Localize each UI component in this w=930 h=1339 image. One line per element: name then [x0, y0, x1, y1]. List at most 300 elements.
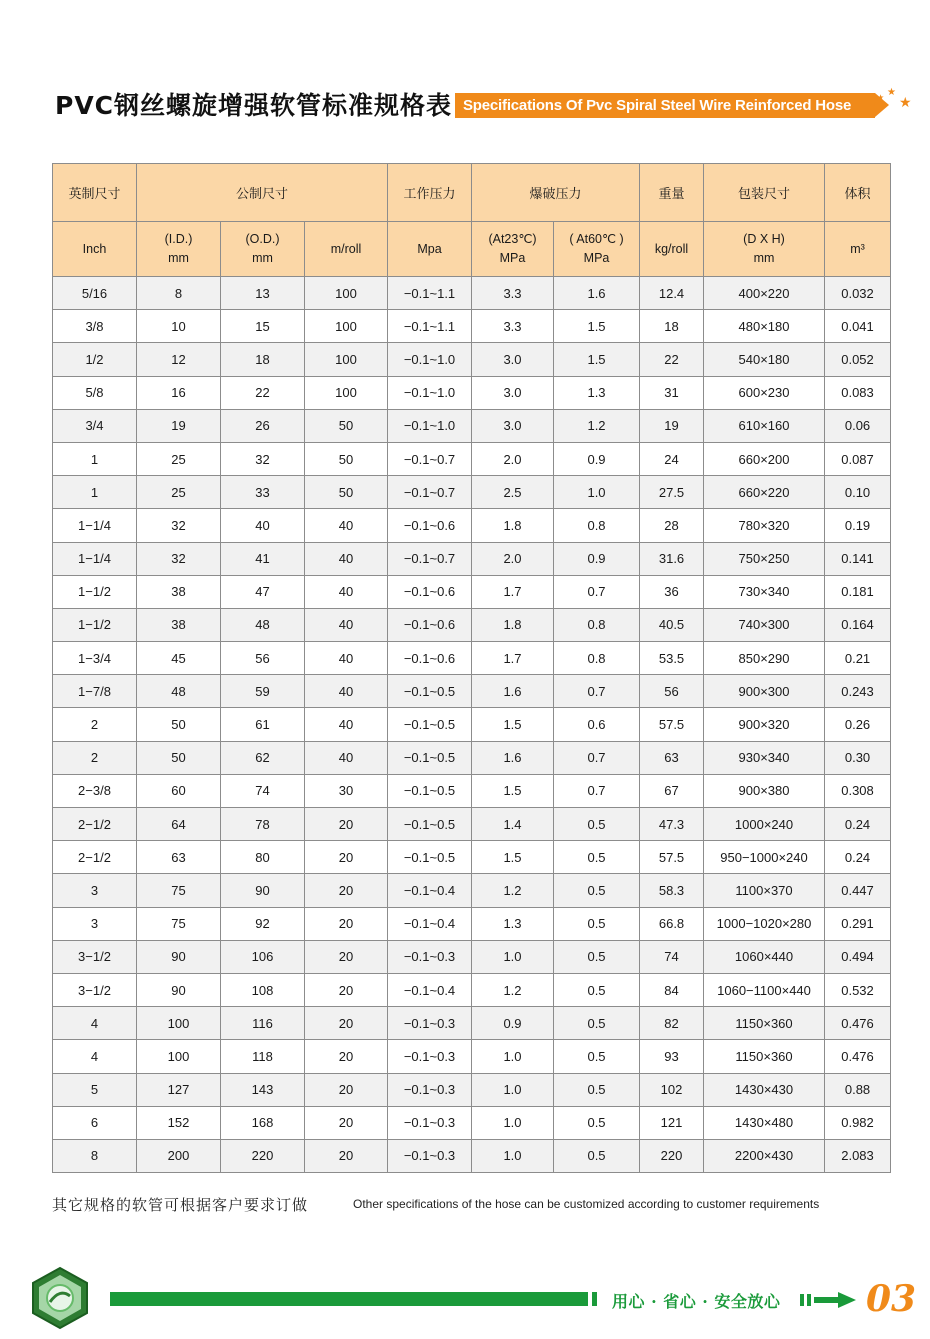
cell-inch: 2 [53, 741, 137, 774]
cell-work-pressure: −0.1~0.7 [388, 542, 472, 575]
cell-work-pressure: −0.1~0.5 [388, 808, 472, 841]
cell-id: 63 [137, 841, 221, 874]
cell-burst-23: 1.4 [472, 808, 554, 841]
cell-burst-60: 0.8 [554, 608, 640, 641]
table-row [53, 642, 891, 675]
cell-weight: 27.5 [640, 476, 704, 509]
cell-burst-60: 0.7 [554, 575, 640, 608]
cell-package: 1150×360 [704, 1040, 825, 1073]
cell-od: 61 [221, 708, 305, 741]
page-footer [0, 1262, 930, 1339]
cell-inch: 6 [53, 1106, 137, 1139]
cell-id: 100 [137, 1040, 221, 1073]
cell-volume: 0.476 [825, 1007, 891, 1040]
cell-burst-23: 1.2 [472, 973, 554, 1006]
cell-burst-23: 1.0 [472, 1073, 554, 1106]
cell-work-pressure: −0.1~0.3 [388, 1106, 472, 1139]
cell-weight: 31.6 [640, 542, 704, 575]
header-work-pressure: 工作压力 [388, 164, 472, 222]
cell-burst-23: 1.5 [472, 774, 554, 807]
cell-burst-60: 0.5 [554, 808, 640, 841]
cell-volume: 0.24 [825, 808, 891, 841]
cell-volume: 0.494 [825, 940, 891, 973]
cell-burst-23: 3.3 [472, 310, 554, 343]
cell-weight: 36 [640, 575, 704, 608]
cell-inch: 1−7/8 [53, 675, 137, 708]
table-row [53, 542, 891, 575]
cell-weight: 63 [640, 741, 704, 774]
cell-weight: 67 [640, 774, 704, 807]
header-inch-group: 英制尺寸 [53, 164, 137, 222]
cell-id: 200 [137, 1139, 221, 1172]
table-row [53, 509, 891, 542]
cell-burst-60: 0.9 [554, 542, 640, 575]
cell-roll: 100 [305, 310, 388, 343]
cell-burst-23: 1.6 [472, 675, 554, 708]
cell-package: 480×180 [704, 310, 825, 343]
table-row [53, 808, 891, 841]
cell-weight: 28 [640, 509, 704, 542]
cell-roll: 50 [305, 476, 388, 509]
cell-volume: 0.532 [825, 973, 891, 1006]
cell-roll: 50 [305, 442, 388, 475]
cell-package: 930×340 [704, 741, 825, 774]
table-body [53, 277, 891, 1173]
cell-inch: 2 [53, 708, 137, 741]
cell-burst-23: 1.0 [472, 1040, 554, 1073]
cell-burst-23: 1.5 [472, 841, 554, 874]
cell-inch: 2−3/8 [53, 774, 137, 807]
cell-weight: 58.3 [640, 874, 704, 907]
cell-work-pressure: −0.1~0.4 [388, 874, 472, 907]
page-header [55, 86, 915, 122]
header-od-unit: mm [252, 251, 273, 265]
cell-id: 100 [137, 1007, 221, 1040]
footer-green-bar-end [592, 1292, 597, 1306]
cell-weight: 12.4 [640, 277, 704, 310]
cell-work-pressure: −0.1~0.3 [388, 1073, 472, 1106]
cell-work-pressure: −0.1~1.0 [388, 376, 472, 409]
page-number: 03 [866, 1278, 917, 1320]
cell-burst-60: 0.7 [554, 675, 640, 708]
cell-burst-60: 1.6 [554, 277, 640, 310]
cell-burst-23: 1.7 [472, 575, 554, 608]
cell-id: 8 [137, 277, 221, 310]
cell-roll: 20 [305, 1106, 388, 1139]
cell-od: 22 [221, 376, 305, 409]
cell-weight: 57.5 [640, 841, 704, 874]
cell-volume: 0.21 [825, 642, 891, 675]
cell-burst-23: 0.9 [472, 1007, 554, 1040]
cell-inch: 5/8 [53, 376, 137, 409]
footer-slogan: 用心 · 省心 · 安全放心 [612, 1292, 781, 1311]
cell-burst-60: 0.7 [554, 741, 640, 774]
cell-package: 1060−1100×440 [704, 973, 825, 1006]
cell-work-pressure: −0.1~1.0 [388, 409, 472, 442]
cell-id: 38 [137, 575, 221, 608]
table-row [53, 442, 891, 475]
cell-weight: 66.8 [640, 907, 704, 940]
cell-work-pressure: −0.1~0.7 [388, 476, 472, 509]
cell-roll: 40 [305, 675, 388, 708]
cell-od: 13 [221, 277, 305, 310]
cell-burst-60: 0.7 [554, 774, 640, 807]
spec-table [52, 163, 891, 1173]
cell-volume: 0.141 [825, 542, 891, 575]
cell-weight: 121 [640, 1106, 704, 1139]
cell-volume: 0.164 [825, 608, 891, 641]
header-dxh [704, 222, 825, 277]
cell-id: 90 [137, 973, 221, 1006]
table-row [53, 708, 891, 741]
table-row [53, 575, 891, 608]
cell-roll: 20 [305, 940, 388, 973]
arrow-right-icon [800, 1292, 860, 1308]
cell-od: 80 [221, 841, 305, 874]
cell-od: 33 [221, 476, 305, 509]
cell-weight: 22 [640, 343, 704, 376]
header-package: 包装尺寸 [704, 164, 825, 222]
cell-od: 56 [221, 642, 305, 675]
cell-weight: 40.5 [640, 608, 704, 641]
cell-roll: 20 [305, 907, 388, 940]
table-row [53, 1007, 891, 1040]
cell-burst-60: 0.5 [554, 1073, 640, 1106]
cell-work-pressure: −0.1~1.1 [388, 277, 472, 310]
cell-package: 2200×430 [704, 1139, 825, 1172]
cell-volume: 0.083 [825, 376, 891, 409]
custom-note [52, 1194, 892, 1216]
table-row [53, 1139, 891, 1172]
cell-volume: 0.88 [825, 1073, 891, 1106]
custom-note-cn: 其它规格的软管可根据客户要求订做 [52, 1196, 309, 1214]
cell-id: 75 [137, 907, 221, 940]
cell-work-pressure: −0.1~1.0 [388, 343, 472, 376]
cell-volume: 0.982 [825, 1106, 891, 1139]
table-row [53, 476, 891, 509]
table-row [53, 343, 891, 376]
cell-weight: 57.5 [640, 708, 704, 741]
cell-burst-23: 2.5 [472, 476, 554, 509]
header-volume: 体积 [825, 164, 891, 222]
cell-inch: 1−1/2 [53, 608, 137, 641]
cell-od: 143 [221, 1073, 305, 1106]
cell-package: 740×300 [704, 608, 825, 641]
table-row [53, 973, 891, 1006]
cell-od: 41 [221, 542, 305, 575]
cell-id: 38 [137, 608, 221, 641]
cell-od: 92 [221, 907, 305, 940]
cell-weight: 19 [640, 409, 704, 442]
cell-roll: 20 [305, 1073, 388, 1106]
cell-id: 10 [137, 310, 221, 343]
cell-id: 45 [137, 642, 221, 675]
cell-burst-23: 2.0 [472, 442, 554, 475]
cell-burst-60: 0.5 [554, 841, 640, 874]
cell-volume: 0.308 [825, 774, 891, 807]
cell-package: 900×380 [704, 774, 825, 807]
cell-weight: 93 [640, 1040, 704, 1073]
cell-id: 12 [137, 343, 221, 376]
cell-burst-23: 2.0 [472, 542, 554, 575]
page-title-cn: PVC钢丝螺旋增强软管标准规格表 [55, 91, 453, 120]
cell-work-pressure: −0.1~0.3 [388, 1007, 472, 1040]
cell-inch: 4 [53, 1007, 137, 1040]
cell-od: 74 [221, 774, 305, 807]
table-row [53, 741, 891, 774]
cell-id: 25 [137, 476, 221, 509]
cell-package: 730×340 [704, 575, 825, 608]
cell-work-pressure: −0.1~0.6 [388, 642, 472, 675]
cell-id: 152 [137, 1106, 221, 1139]
cell-burst-60: 0.5 [554, 973, 640, 1006]
cell-roll: 20 [305, 874, 388, 907]
cell-burst-23: 3.0 [472, 409, 554, 442]
cell-roll: 40 [305, 575, 388, 608]
cell-roll: 100 [305, 376, 388, 409]
header-id-unit: mm [168, 251, 189, 265]
cell-roll: 20 [305, 808, 388, 841]
cell-weight: 53.5 [640, 642, 704, 675]
header-m3: m³ [825, 222, 891, 277]
cell-work-pressure: −0.1~0.4 [388, 907, 472, 940]
header-id-label: (I.D.) [164, 232, 193, 246]
cell-burst-60: 1.2 [554, 409, 640, 442]
table-row [53, 608, 891, 641]
cell-weight: 31 [640, 376, 704, 409]
cell-inch: 1/2 [53, 343, 137, 376]
cell-od: 108 [221, 973, 305, 1006]
cell-work-pressure: −0.1~0.7 [388, 442, 472, 475]
cell-package: 660×220 [704, 476, 825, 509]
cell-volume: 0.243 [825, 675, 891, 708]
cell-burst-60: 1.0 [554, 476, 640, 509]
cell-burst-60: 0.5 [554, 1139, 640, 1172]
cell-id: 90 [137, 940, 221, 973]
cell-inch: 3/4 [53, 409, 137, 442]
header-at60-unit: MPa [583, 251, 610, 265]
cell-inch: 8 [53, 1139, 137, 1172]
table-row [53, 841, 891, 874]
cell-burst-23: 3.0 [472, 376, 554, 409]
cell-od: 18 [221, 343, 305, 376]
stars-icon: ★ ★ ★ ★ [873, 87, 912, 111]
cell-weight: 56 [640, 675, 704, 708]
cell-od: 90 [221, 874, 305, 907]
cell-volume: 0.19 [825, 509, 891, 542]
cell-roll: 20 [305, 1139, 388, 1172]
table-row [53, 675, 891, 708]
cell-burst-60: 0.5 [554, 907, 640, 940]
cell-work-pressure: −0.1~0.6 [388, 509, 472, 542]
cell-roll: 40 [305, 542, 388, 575]
cell-roll: 20 [305, 973, 388, 1006]
cell-work-pressure: −0.1~0.6 [388, 575, 472, 608]
header-dxh-label: (D X H) [743, 232, 785, 246]
cell-weight: 84 [640, 973, 704, 1006]
cell-burst-23: 3.0 [472, 343, 554, 376]
cell-burst-60: 0.5 [554, 1040, 640, 1073]
cell-inch: 2−1/2 [53, 808, 137, 841]
custom-note-en: Other specifications of the hose can be customized according to customer requirements [353, 1197, 820, 1211]
cell-inch: 3 [53, 874, 137, 907]
cell-roll: 20 [305, 1007, 388, 1040]
header-kgroll: kg/roll [640, 222, 704, 277]
cell-id: 25 [137, 442, 221, 475]
cell-weight: 82 [640, 1007, 704, 1040]
header-burst-pressure: 爆破压力 [472, 164, 640, 222]
cell-inch: 3−1/2 [53, 940, 137, 973]
cell-od: 116 [221, 1007, 305, 1040]
cell-burst-23: 1.8 [472, 608, 554, 641]
cell-id: 75 [137, 874, 221, 907]
cell-package: 900×320 [704, 708, 825, 741]
cell-od: 15 [221, 310, 305, 343]
cell-burst-23: 1.8 [472, 509, 554, 542]
cell-burst-60: 0.5 [554, 940, 640, 973]
cell-burst-60: 0.6 [554, 708, 640, 741]
cell-id: 50 [137, 741, 221, 774]
cell-volume: 0.052 [825, 343, 891, 376]
cell-package: 750×250 [704, 542, 825, 575]
footer-green-bar [110, 1292, 588, 1306]
cell-id: 60 [137, 774, 221, 807]
cell-roll: 40 [305, 708, 388, 741]
header-inch: Inch [53, 222, 137, 277]
cell-work-pressure: −0.1~0.5 [388, 675, 472, 708]
cell-inch: 1−1/4 [53, 542, 137, 575]
cell-package: 1100×370 [704, 874, 825, 907]
header-metric-group: 公制尺寸 [137, 164, 388, 222]
cell-package: 540×180 [704, 343, 825, 376]
header-at23-unit: MPa [499, 251, 526, 265]
cell-burst-60: 1.5 [554, 343, 640, 376]
header-id [137, 222, 221, 277]
header-mpa: Mpa [388, 222, 472, 277]
cell-burst-23: 1.5 [472, 708, 554, 741]
cell-inch: 5 [53, 1073, 137, 1106]
cell-od: 47 [221, 575, 305, 608]
table-row [53, 940, 891, 973]
cell-id: 50 [137, 708, 221, 741]
cell-package: 600×230 [704, 376, 825, 409]
cell-package: 610×160 [704, 409, 825, 442]
cell-inch: 1 [53, 476, 137, 509]
cell-burst-60: 1.5 [554, 310, 640, 343]
cell-od: 26 [221, 409, 305, 442]
cell-roll: 20 [305, 841, 388, 874]
table-row [53, 1073, 891, 1106]
cell-package: 900×300 [704, 675, 825, 708]
cell-inch: 1−1/2 [53, 575, 137, 608]
header-weight: 重量 [640, 164, 704, 222]
cell-work-pressure: −0.1~0.3 [388, 1040, 472, 1073]
cell-burst-23: 3.3 [472, 277, 554, 310]
cell-package: 780×320 [704, 509, 825, 542]
cell-roll: 100 [305, 277, 388, 310]
header-od-label: (O.D.) [245, 232, 280, 246]
cell-package: 1060×440 [704, 940, 825, 973]
cell-roll: 40 [305, 741, 388, 774]
header-at23 [472, 222, 554, 277]
cell-roll: 50 [305, 409, 388, 442]
cell-inch: 3/8 [53, 310, 137, 343]
cell-id: 127 [137, 1073, 221, 1106]
header-at60 [554, 222, 640, 277]
cell-burst-23: 1.0 [472, 1106, 554, 1139]
cell-id: 19 [137, 409, 221, 442]
cell-od: 78 [221, 808, 305, 841]
cell-od: 168 [221, 1106, 305, 1139]
cell-work-pressure: −0.1~0.5 [388, 708, 472, 741]
cell-burst-23: 1.3 [472, 907, 554, 940]
cell-volume: 0.087 [825, 442, 891, 475]
cell-volume: 0.06 [825, 409, 891, 442]
cell-burst-60: 0.9 [554, 442, 640, 475]
cell-inch: 4 [53, 1040, 137, 1073]
cell-weight: 24 [640, 442, 704, 475]
cell-burst-60: 0.5 [554, 874, 640, 907]
cell-id: 32 [137, 542, 221, 575]
cell-burst-23: 1.0 [472, 940, 554, 973]
cell-package: 1430×430 [704, 1073, 825, 1106]
header-row-sub [53, 222, 891, 277]
cell-od: 40 [221, 509, 305, 542]
cell-work-pressure: −0.1~0.5 [388, 841, 472, 874]
cell-package: 1150×360 [704, 1007, 825, 1040]
cell-burst-60: 0.5 [554, 1007, 640, 1040]
cell-weight: 47.3 [640, 808, 704, 841]
cell-package: 1430×480 [704, 1106, 825, 1139]
cell-volume: 0.26 [825, 708, 891, 741]
cell-burst-60: 1.3 [554, 376, 640, 409]
cell-package: 660×200 [704, 442, 825, 475]
table-row [53, 774, 891, 807]
cell-id: 16 [137, 376, 221, 409]
table-row [53, 376, 891, 409]
table-row [53, 277, 891, 310]
header-at60-label: ( At60℃ ) [569, 232, 624, 246]
cell-work-pressure: −0.1~0.5 [388, 774, 472, 807]
cell-work-pressure: −0.1~0.6 [388, 608, 472, 641]
cell-burst-60: 0.8 [554, 642, 640, 675]
cell-inch: 3−1/2 [53, 973, 137, 1006]
cell-burst-23: 1.7 [472, 642, 554, 675]
cell-inch: 1 [53, 442, 137, 475]
table-row [53, 310, 891, 343]
cell-volume: 0.10 [825, 476, 891, 509]
cell-id: 48 [137, 675, 221, 708]
table-row [53, 409, 891, 442]
cell-id: 32 [137, 509, 221, 542]
cell-roll: 30 [305, 774, 388, 807]
cell-burst-23: 1.6 [472, 741, 554, 774]
cell-volume: 0.24 [825, 841, 891, 874]
table-row [53, 874, 891, 907]
cell-volume: 2.083 [825, 1139, 891, 1172]
cell-burst-23: 1.2 [472, 874, 554, 907]
cell-volume: 0.291 [825, 907, 891, 940]
cell-roll: 40 [305, 608, 388, 641]
table-row [53, 907, 891, 940]
cell-inch: 2−1/2 [53, 841, 137, 874]
header-dxh-unit: mm [753, 251, 775, 265]
cell-work-pressure: −0.1~0.3 [388, 940, 472, 973]
cell-od: 59 [221, 675, 305, 708]
cell-od: 32 [221, 442, 305, 475]
cell-burst-60: 0.5 [554, 1106, 640, 1139]
cell-volume: 0.447 [825, 874, 891, 907]
